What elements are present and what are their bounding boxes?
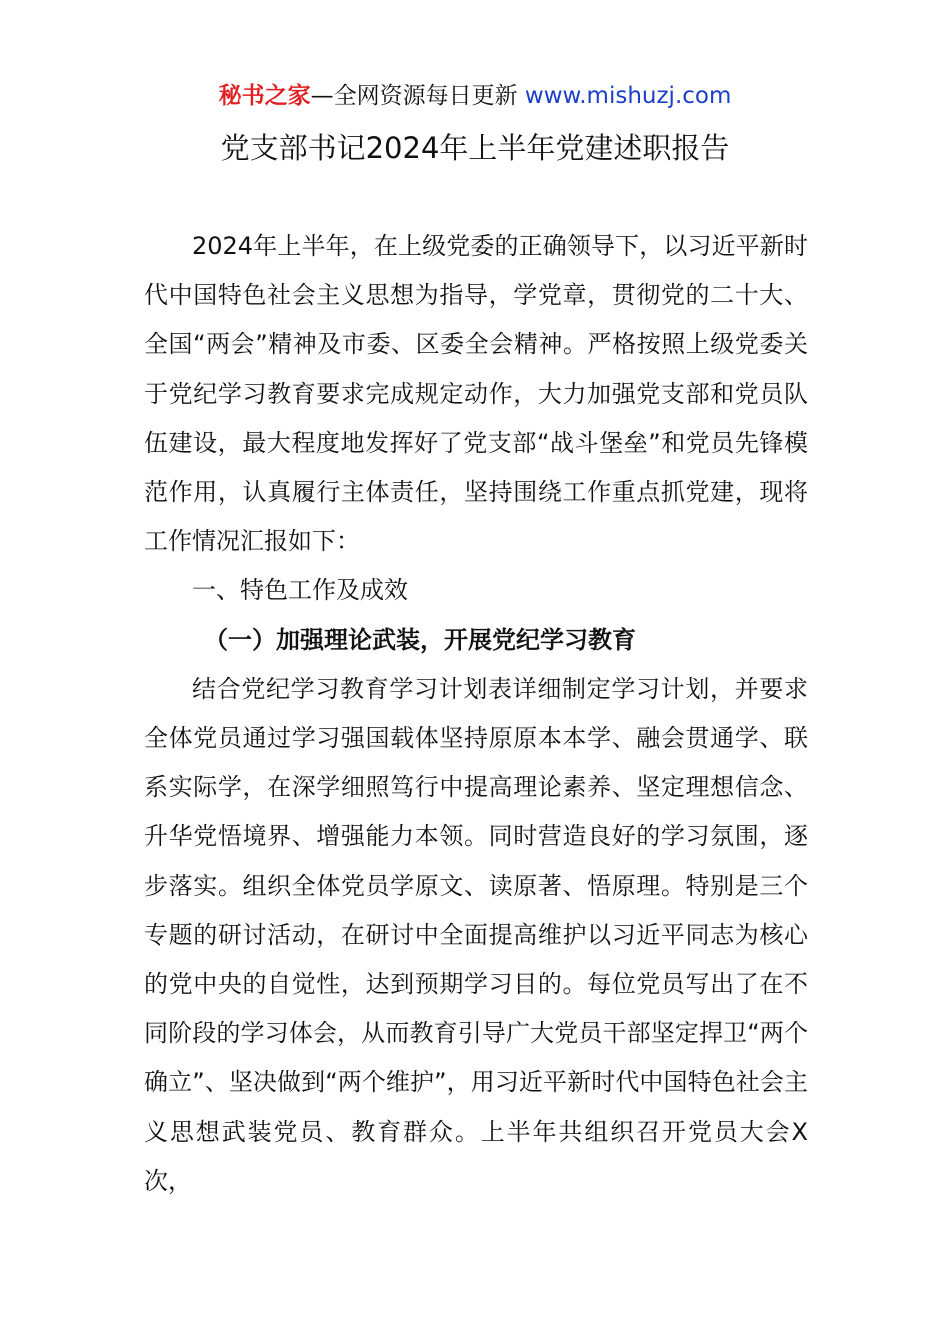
brand-name: 秘书之家 [218,83,311,109]
site-url: www.mishuzj.com [524,83,732,109]
document-body [144,222,808,1206]
site-tagline: —全网资源每日更新 [310,83,525,109]
site-header [0,80,950,112]
intro-paragraph: 2024年上半年，在上级党委的正确领导下，以习近平新时代中国特色社会主义思想为指导，学党章，贯彻党的二十大、全国“两会”精神及市委、区委全会精神。严格按照上级党委关于党纪学习教育要求完成规定动作，大力加强党支部和党员队伍建设，最大程度地发挥好了党支部“战斗堡垒”和党员先锋模范作用，认真履行主体责任，坚持围绕工作重点抓党建，现将工作情况汇报如下： [144,232,808,556]
subsection-heading: （一）加强理论武装，开展党纪学习教育 [204,625,636,654]
section-heading: 一、特色工作及成效 [192,576,408,605]
document-title: 党支部书记2024年上半年党建述职报告 [220,131,730,165]
body-paragraph: 结合党纪学习教育学习计划表详细制定学习计划，并要求全体党员通过学习强国载体坚持原原本本学、融会贯通学、联系实际学，在深学细照笃行中提高理论素养、坚定理想信念、升华党悟境界、增强能力本领。同时营造良好的学习氛围，逐步落实。组织全体党员学原文、读原著、悟原理。特别是三个专题的研讨活动，在研讨中全面提高维护以习近平同志为核心的党中央的自觉性，达到预期学习目的。每位党员写出了在不同阶段的学习体会，从而教育引导广大党员干部坚定捍卫“两个确立”、坚决做到“两个维护”，用习近平新时代中国特色社会主义思想武装党员、教育群众。上半年共组织召开党员大会X次， [144,674,808,1195]
